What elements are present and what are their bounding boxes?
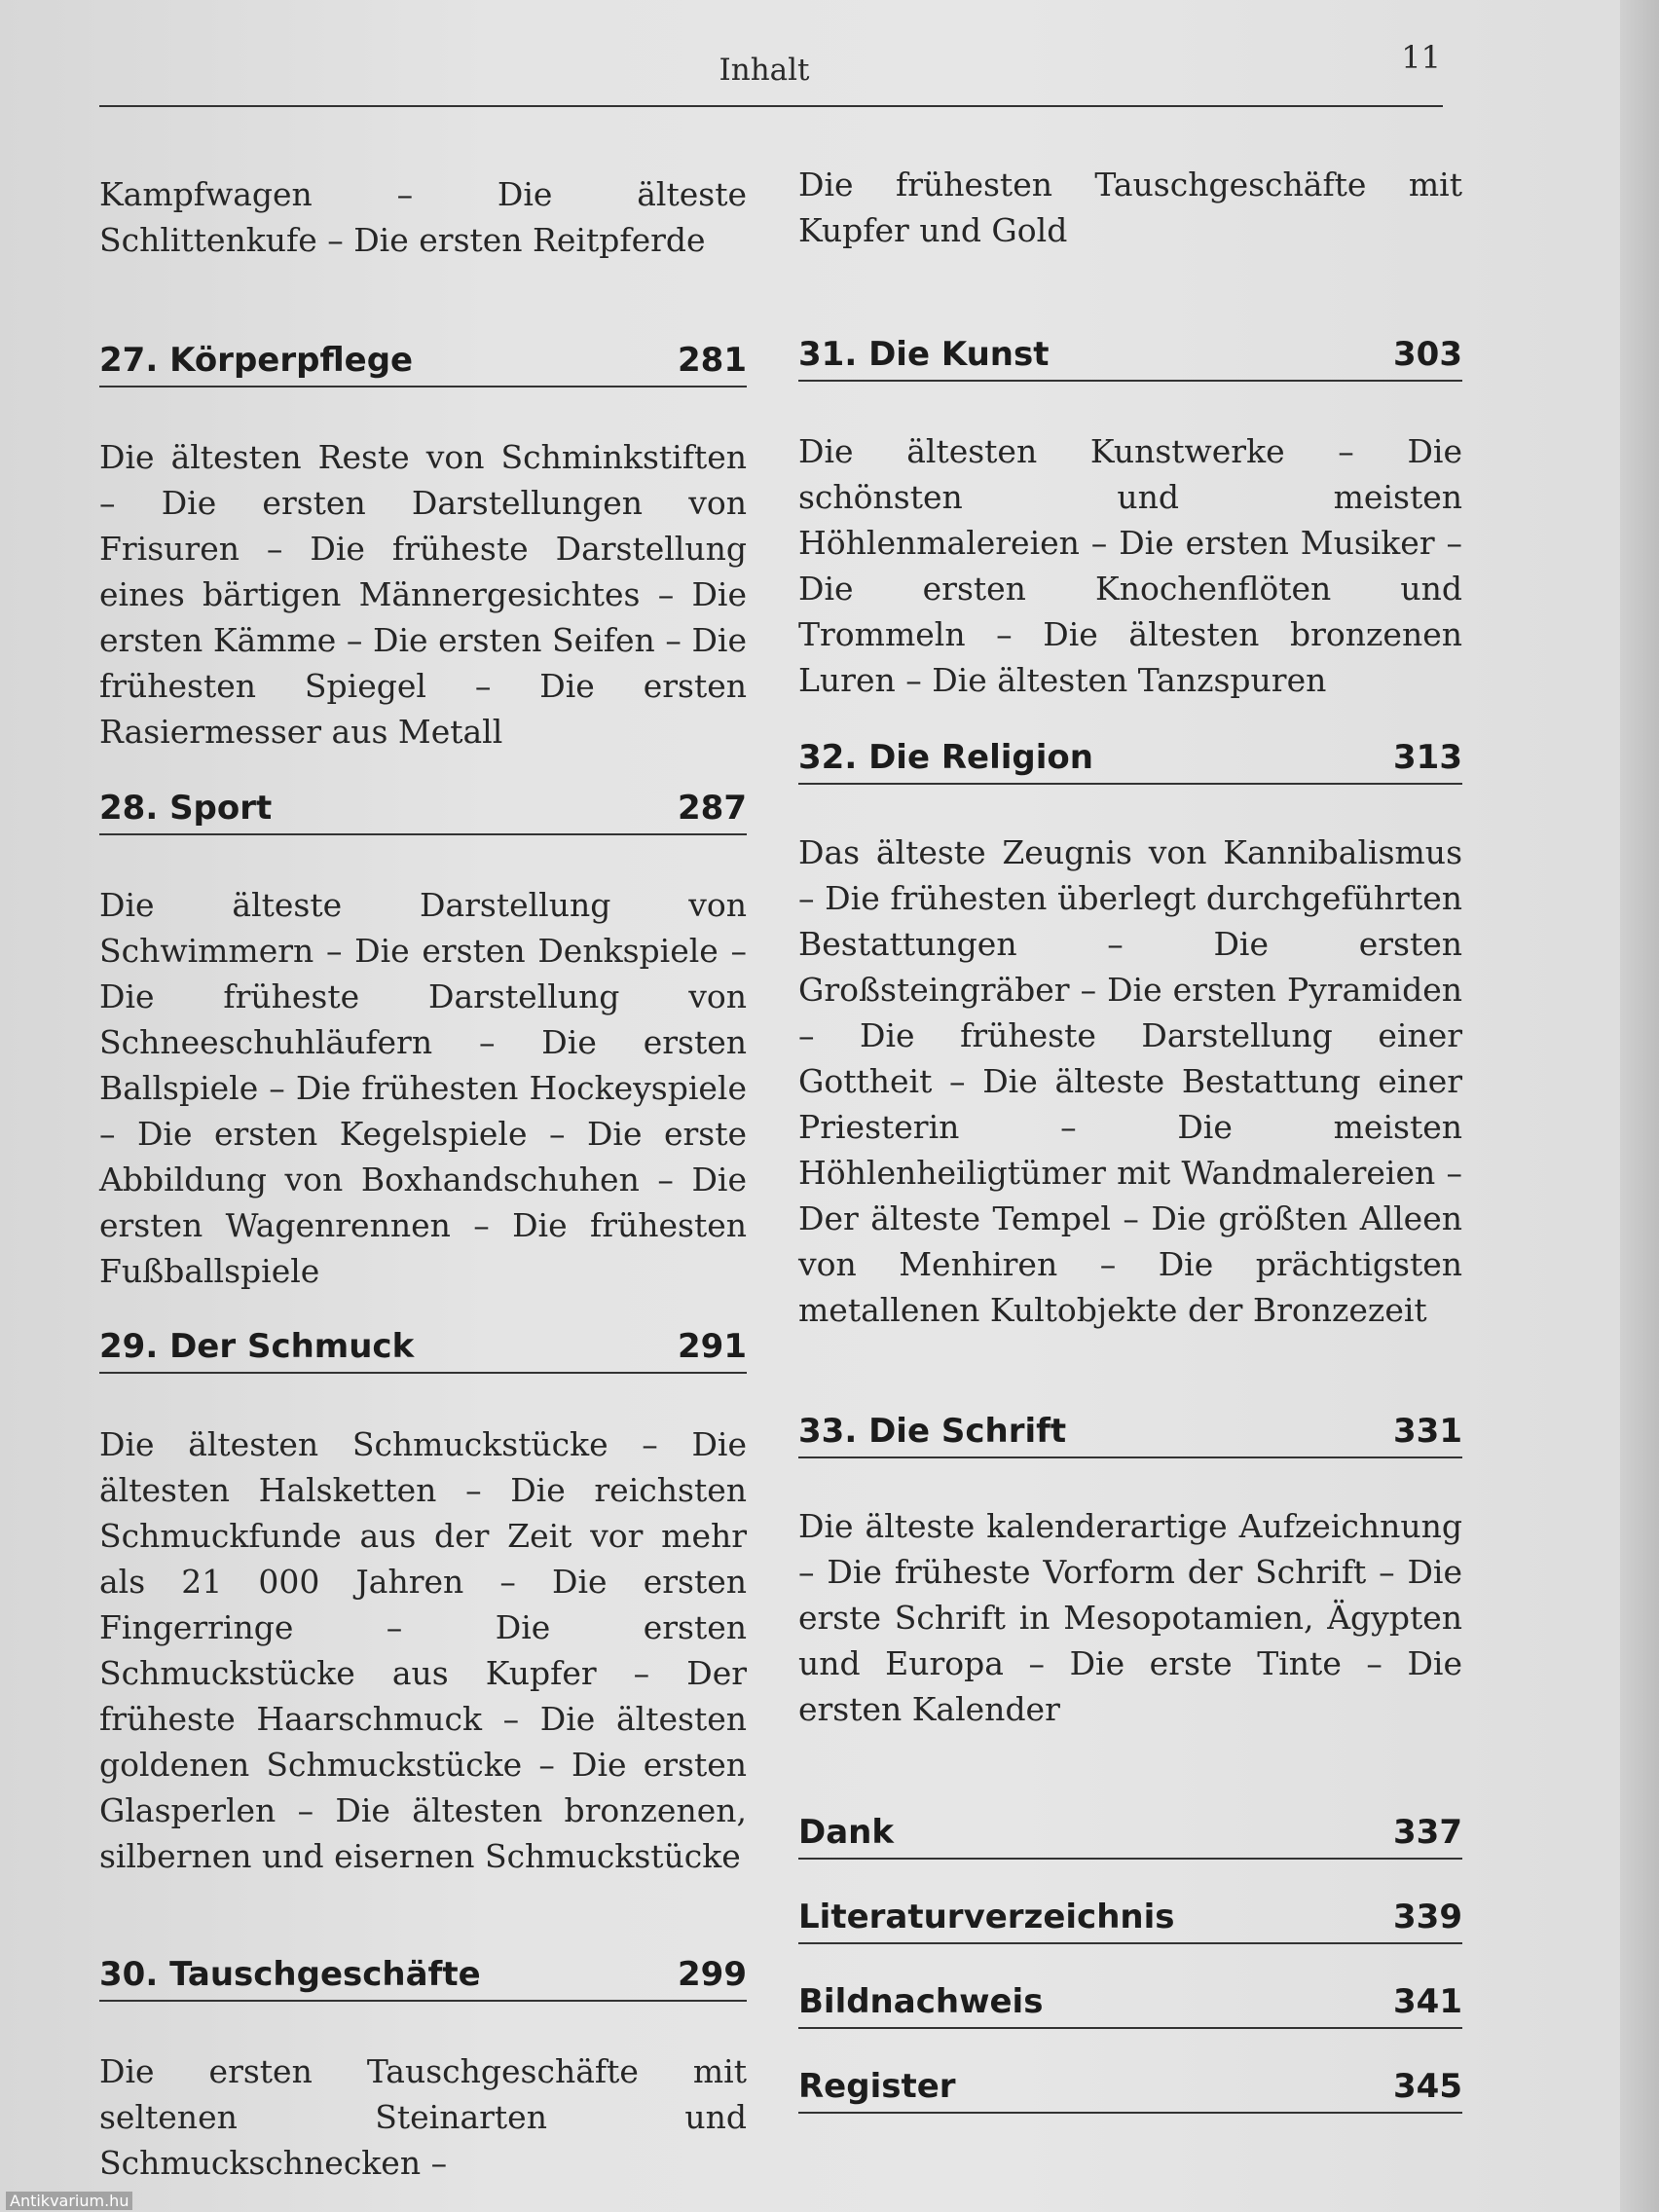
toc-entry-text: Die ältesten Kunstwerke – Die schönsten und meisten Höhlenmalereien – Die ersten Musiker – Die ersten Knochenflöten und Trommeln – Die ältesten bronzenen Luren – Die ältesten Tanzspuren (798, 432, 1462, 699)
toc-entry-text: Die älteste kalenderartige Aufzeichnung – Die früheste Vorform der Schrift – Die erste Schrift in Mesopotamien, Ägypten und Europa – Die erste Tinte – Die ersten Kalender (798, 1507, 1462, 1728)
end-matter-heading (798, 2067, 1462, 2114)
end-matter-page: 345 (1393, 2067, 1462, 2106)
toc-heading-page: 331 (1393, 1412, 1462, 1451)
toc-entry-text: Das älteste Zeugnis von Kannibalismus – Die frühesten überlegt durchgeführten Bestattungen – Die ersten Großsteingräber – Die ersten Pyramiden – Die früheste Darstellung einer Gottheit – Die älteste Bestattung einer Priesterin – Die meisten Höhlenheiligtümer mit Wandmalereien – Der älteste Tempel – Die größten Alleen von Menhiren – Die prächtigsten metallenen Kultobjekte der Bronzezeit (798, 833, 1462, 1329)
end-matter-heading (798, 1813, 1462, 1860)
toc-entry-text: Die älteste Darstellung von Schwimmern – Die ersten Denkspiele – Die früheste Darstellung von Schneeschuhläufern – Die ersten Ballspiele – Die frühesten Hockeyspiele – Die ersten Kegelspiele – Die erste Abbildung von Boxhandschuhen – Die ersten Wagenrennen – Die frühesten Fußballspiele (99, 886, 747, 1290)
toc-heading-page: 303 (1393, 335, 1462, 374)
watermark-credit: Antikvarium.hu (6, 2192, 132, 2210)
toc-intro-text: Kampfwagen – Die älteste Schlittenkufe – Die ersten Reitpferde (99, 175, 747, 259)
toc-heading-page: 313 (1393, 738, 1462, 777)
end-matter-title: Bildnachweis (798, 1982, 1044, 2021)
toc-heading (798, 1412, 1462, 1458)
toc-heading (99, 341, 747, 387)
toc-heading (798, 738, 1462, 785)
toc-heading-title: 32. Die Religion (798, 738, 1093, 777)
end-matter-page: 337 (1393, 1813, 1462, 1852)
toc-heading-title: 30. Tauschgeschäfte (99, 1955, 481, 1994)
toc-heading (99, 1327, 747, 1374)
running-head-title: Inhalt (719, 53, 810, 88)
end-matter-heading (798, 1982, 1462, 2029)
end-matter-title: Literaturverzeichnis (798, 1898, 1175, 1936)
page-edge (1620, 0, 1659, 2212)
toc-heading (99, 1955, 747, 2002)
toc-heading-page: 291 (678, 1327, 747, 1366)
toc-heading-title: 29. Der Schmuck (99, 1327, 415, 1366)
toc-heading-title: 27. Körperpflege (99, 341, 414, 380)
toc-heading-title: 33. Die Schrift (798, 1412, 1067, 1451)
header-rule (99, 105, 1443, 107)
page-number: 11 (1401, 39, 1441, 76)
end-matter-heading (798, 1898, 1462, 1944)
end-matter-page: 339 (1393, 1898, 1462, 1936)
toc-entry-text: Die ersten Tauschgeschäfte mit seltenen Steinarten und Schmuckschnecken – (99, 2052, 747, 2182)
toc-entry-text: Die ältesten Schmuckstücke – Die ältesten Halsketten – Die reichsten Schmuckfunde aus der Zeit vor mehr als 21 000 Jahren – Die ersten Fingerringe – Die ersten Schmuckstücke aus Kupfer – Der früheste Haarschmuck – Die ältesten goldenen Schmuckstücke – Die ersten Glasperlen – Die ältesten bronzenen, silbernen und eisernen Schmuckstücke (99, 1425, 747, 1875)
toc-heading-page: 299 (678, 1955, 747, 1994)
toc-heading-page: 281 (678, 341, 747, 380)
toc-intro-text: Die frühesten Tauschgeschäfte mit Kupfer und Gold (798, 166, 1462, 249)
toc-heading-page: 287 (678, 789, 747, 828)
toc-heading (798, 335, 1462, 382)
end-matter-title: Register (798, 2067, 956, 2106)
toc-heading (99, 789, 747, 835)
end-matter-page: 341 (1393, 1982, 1462, 2021)
toc-heading-title: 28. Sport (99, 789, 273, 828)
toc-heading-title: 31. Die Kunst (798, 335, 1050, 374)
end-matter-title: Dank (798, 1813, 894, 1852)
toc-entry-text: Die ältesten Reste von Schminkstiften – Die ersten Darstellungen von Frisuren – Die früheste Darstellung eines bärtigen Männergesichtes – Die ersten Kämme – Die ersten Seifen – Die frühesten Spiegel – Die ersten Rasiermesser aus Metall (99, 438, 747, 751)
